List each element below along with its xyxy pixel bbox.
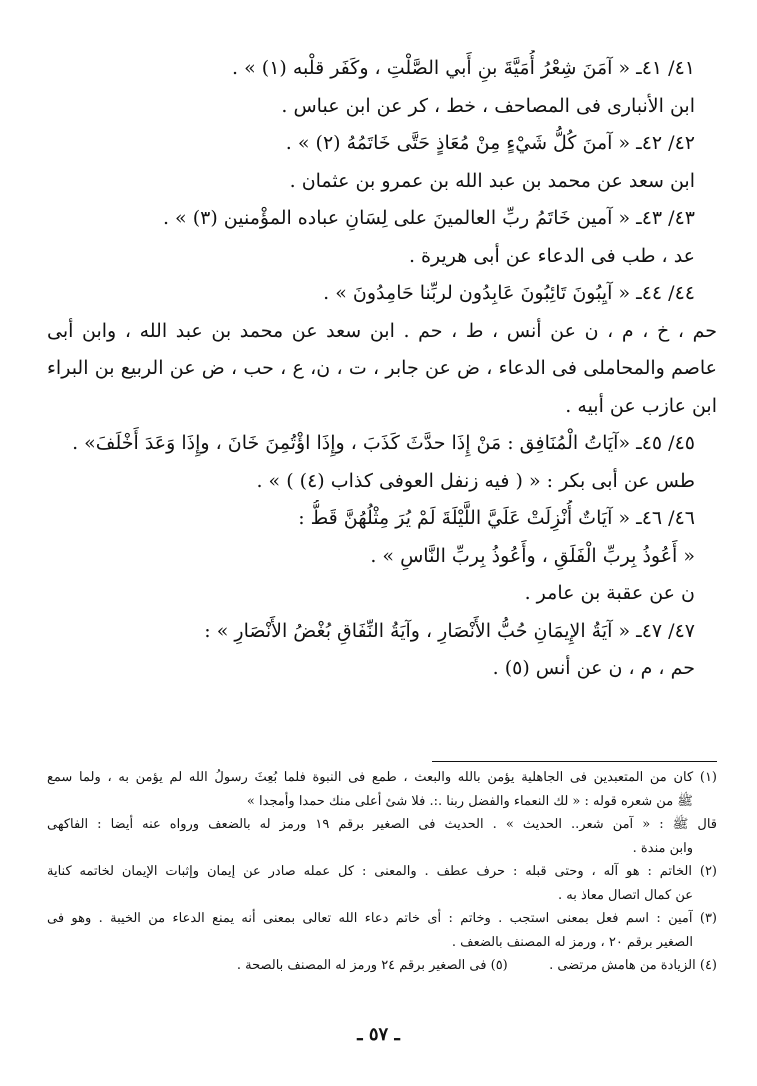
hadith-42-source: ابن سعد عن محمد بن عبد الله بن عمرو بن عثمان . <box>289 169 695 192</box>
hadith-41-text: ٤١/ ٤١ـ « آمَنَ شِعْرُ أُمَيَّةَ بنِ أَبي الصَّلْتِ ، وكَفَر قلْبه (١) » . <box>232 57 695 79</box>
hadith-44-source-line-3: ابن عازب عن أبيه . <box>565 394 717 417</box>
hadith-46-text-line-1: ٤٦/ ٤٦ـ « آيَاتٌ أُنْزِلَتْ عَلَيَّ اللَّيْلَةَ لَمْ يُرَ مِثْلُهُنَّ قَطُّ : <box>298 507 695 529</box>
hadith-47-text: ٤٧/ ٤٧ـ « آيَةُ الإِيمَانِ حُبُّ الأَنْصَارِ ، وآيَةُ النِّفَاقِ بُغْضُ الأَنْصَارِ » : <box>204 619 695 642</box>
hadith-46-source: ن عن عقبة بن عامر . <box>524 582 695 604</box>
hadith-47-source: حم ، م ، ن عن أنس (٥) . <box>492 657 695 679</box>
footnote-1-line-3: قال ﷺ : « آمن شعر.. الحديث » . الحديث فى الصغير برقم ١٩ ورمز له بالضعف ورواه عنه أيضا : الفاكهى <box>47 817 717 832</box>
footnote-3-line-1: (٣) آمين : اسم فعل بمعنى استجب . وخاتم : أى خاتم دعاء الله تعالى بمعنى أنه يمنع الدعاء من الخيبة . وهو فى <box>47 911 717 926</box>
main-text <box>47 50 717 688</box>
footnote-3-line-2: الصغير برقم ٢٠ ، ورمز له المصنف بالضعف . <box>451 934 693 950</box>
footnotes <box>47 766 717 978</box>
hadith-45-source: طس عن أبى بكر : « ( فيه زنفل العوفى كذاب (٤) ) » . <box>256 469 695 492</box>
footnote-separator <box>432 761 717 762</box>
footnote-1-line-1: (١) كان من المتعبدين فى الجاهلية يؤمن بالله والبعث ، طمع فى النبوة فلما بُعِثَ رسولُ الله لم يؤمن به ، ولما سمع <box>47 770 717 785</box>
footnote-2-line-1: (٢) الخاتم : هو آله ، وحتى قبله : حرف عطف . والمعنى : كل عمله صادر عن إيمان وإثبات الإيمان لخاتمه كناية <box>47 864 717 879</box>
footnote-1-line-2: ﷺ من شعره قوله : « لك النعماء والفضل ربنا .:. فلا شئ أعلى منك حمدا وأمجدا » <box>246 793 693 809</box>
hadith-44-text: ٤٤/ ٤٤ـ « آيِبُونَ تَائِبُونَ عَابِدُون لربِّنا حَامِدُونَ » . <box>323 282 695 304</box>
footnote-2-line-2: عن كمال اتصال معاذ به . <box>557 887 693 903</box>
hadith-45-text: ٤٥/ ٤٥ـ «آيَاتُ الْمُنَافِق : مَنْ إِذَا حدَّثَ كَذَبَ ، وإِذَا اؤْتُمِنَ خَانَ ، وإِذَا وَعَدَ أَخْلَفَ» . <box>72 432 695 454</box>
hadith-41-source: ابن الأنبارى فى المصاحف ، خط ، كر عن ابن عباس . <box>281 94 695 117</box>
hadith-43-source: عد ، طب فى الدعاء عن أبى هريرة . <box>408 244 695 267</box>
page-number: ـ ٥٧ ـ <box>357 1024 400 1045</box>
hadith-44-source-line-2: عاصم والمحاملى فى الدعاء ، ض عن جابر ، ت ، ن، ع ، حب ، ض عن الربيع بن البراء <box>47 357 717 379</box>
hadith-46-text-line-2: « أَعُوذُ بِربِّ الْفَلَقِ ، وأَعُوذُ بِربِّ النَّاسِ » . <box>370 544 695 567</box>
hadith-42-text: ٤٢/ ٤٢ـ « آمنَ كُلُّ شَيْءٍ مِنْ مُعَاذٍ حَتَّى خَاتَمُهُ (٢) » . <box>285 132 695 154</box>
hadith-44-source-line-1: حم ، خ ، م ، ن عن أنس ، ط ، حم . ابن سعد عن محمد بن عبد الله ، وابن أبى <box>47 319 717 342</box>
footnote-4-5: (٤) الزيادة من هامش مرتضى . (٥) فى الصغير برقم ٢٤ ورمز له المصنف بالصحة . <box>236 958 717 973</box>
footnote-1-line-4: وابن مندة . <box>632 840 693 856</box>
hadith-43-text: ٤٣/ ٤٣ـ « آمين خَاتَمُ ربِّ العالمينَ على لِسَانِ عباده المؤْمنين (٣) » . <box>162 207 695 229</box>
